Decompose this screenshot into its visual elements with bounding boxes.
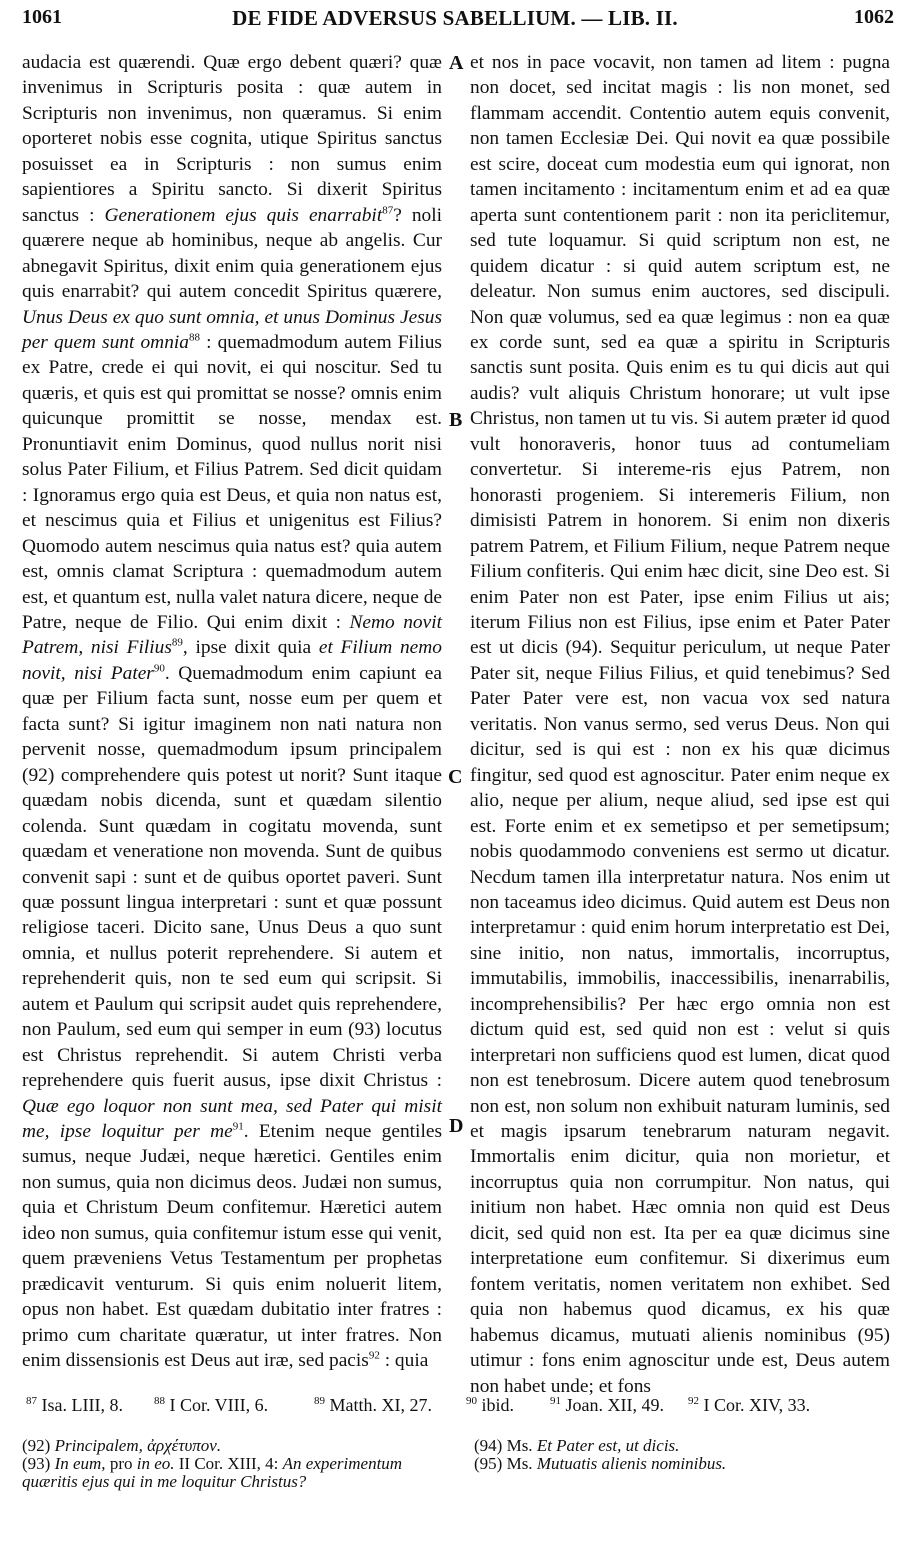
footnote-item: $^{91}$ Joan. XII, 49. [550,1395,664,1415]
page-number-right: 1062 [854,6,894,28]
margin-marker-c: C [448,766,463,788]
note-93: (93) In eum, pro in eo. II Cor. XIII, 4: An experimentum quæritis ejus qui in me loquitur Christus? [22,1454,403,1491]
scripture-quote: et Filium nemo novit, nisi Pater [22,637,442,684]
footnote-ref: 87 [382,204,394,217]
scripture-quote: Quæ ego loquor non sunt mea, sed Pater qui misit me, ipse loquitur per me [22,1095,442,1143]
scripture-quote: Unus Deus ex quo sunt omnia, et unus Dominus Jesus per quem sunt omnia [22,306,442,353]
note-92: (92) Principalem, ἀρχέτυπον. [22,1436,222,1455]
footnote-item: $^{92}$ I Cor. XIV, 33. [688,1395,811,1415]
editor-notes-right [474,1437,894,1473]
note-95: (95) Ms. Mutuatis alienis nominibus. [474,1454,727,1473]
footnote-ref: 91 [232,1120,244,1133]
running-title: DE FIDE ADVERSUS SABELLIUM. — LIB. II. [232,6,678,30]
page-number-left: 1061 [22,6,62,28]
margin-marker-a: A [449,52,464,74]
footnote-item: $^{90}$ ibid. [466,1395,515,1415]
page-header [0,6,910,40]
left-column [22,50,442,1374]
footnote-ref: 89 [171,636,183,649]
footnote-item: $^{87}$ Isa. LIII, 8. [26,1395,123,1415]
note-94: (94) Ms. Et Pater est, ut dicis. [474,1436,680,1455]
footnote-item: $^{89}$ Matth. XI, 27. [314,1395,432,1415]
footnote-item: $^{88}$ I Cor. VIII, 6. [154,1395,269,1415]
editor-notes-left [22,1437,462,1491]
right-column [470,50,890,1399]
margin-marker-d: D [449,1115,464,1137]
right-column-text: et nos in pace vocavit, non tamen ad litem : pugna non docet, sed incitat magis : lis non monet, sed flammam accendit. Contentio autem equis convenit, non tamen Ecclesiæ Dei. Qui novit ea quæ possibile est scire, doceat cum modestia eum qui ignorat, non tamen incitamento : incitamentum enim et ad ea quæ aperta sunt contentionem parit : non ita periclitemur, sed tute loquamur. Si quid scriptum non est, ne quidem dicatur : si quid autem scriptum est, ne deleatur. Non sumus enim auctores, sed discipuli. Non quæ volumus, sed ea quæ legimus : non ea quæ ex corde sunt, sed ea quæ a spiritu in Scripturis sanctis sunt posita. Quis enim es tu qui dicis aut qui audis? vult aliquis Christum honorare; ut vult ipse Christus, non tamen ut tu vis. Si autem præter id quod vult honoraveris, honor tuus ad contumeliam convertetur. Si intereme-ris ejus Patrem, non honorasti progeniem. Si interemeris Filium, non dimisisti Patrem in honorem. Si enim non dixeris patrem Patrem, et Filium Filium, neque Patrem neque Filium confiteris. Qui enim hæc dicit, sine Deo est. Si enim Pater non est Pater, ipse enim Filius ut ais; iterum Filius non est Filius, ipse enim et Pater Pater est ut dicis (94). Sequitur periculum, ut neque Pater Pater sit, neque Filius Filius, et quid tenebimus? Sed Pater Pater vere est, non vacua vox sed natura veritatis. Non vanus sermo, sed verus Deus. Non qui dicitur, sed is qui est : non ex his quæ dicimus fingitur, sed quod est agnoscitur. Pater enim neque ex alio, neque per alium, neque aliud, sed ipse est qui est. Forte enim et ex semetipso et per semetipsum; nobis quodammodo conveniens est sermo ut dicatur. Necdum tamen illa interpretatur natura. Nos enim ut non taceamus ideo dicimus. Quid autem est Deus non interpretamur : quid enim horum interpretatio est Dei, sine initio, non natus, immortalis, incorruptus, immutabilis, immobilis, inaccessibilis, inenarrabilis, incomprehensibilis? Per hæc ergo omnia non est dictum quid est, sed quid non est : velut si quis interpretari non sufficiens quod est lumen, dicat quod non est tenebrosum. Dicere autem quod tenebrosum non est, non solum non exhibuit naturam luminis, sed et magis ipsarum tenebrarum naturam negavit. Immortalis enim dicitur, quia non morietur, et incorruptus quia non corrumpitur. Non natus, qui initium non habet. Hæc omnia non quid est Deus dicit, sed quid non est. Ita per ea quæ dicimus sine interpretatione eum confitemur. Si dixerimus eum fontem veritatis, nomen veritatem non exhibet. Sed quia non habemus quod dicamus, ex his quæ habemus dicamus, mutuati alienis nominibus (95) utimur : fons enim agnoscitur unde est, Deus autem non habet unde; et fons [470,52,890,1397]
margin-marker-b: B [449,409,463,431]
footnote-ref: 92 [368,1349,380,1362]
scripture-quote: Generationem ejus quis enarrabit [104,204,383,226]
footnote-ref: 90 [153,662,165,675]
left-column-text: audacia est quærendi. Quæ ergo debent quæri? quæ invenimus in Scripturis posita : quæ autem in Scripturis non invenimus, non quæramus. Si enim oporteret nobis esse cognita, utique Spiritus sanctus posuisset ea in Scripturis : non sumus enim sapientiores a Spiritu sancto. Si dixerit Spiritus sanctus : Generationem ejus quis enarrabit$^{87}$? noli quærere neque ab hominibus, neque ab angelis. Cur abnegavit Spiritus, dixit enim quia generationem ejus quis enarrabit? qui autem concedit Spiritus quærere, Unus Deus ex quo sunt omnia, et unus Dominus Jesus per quem sunt omnia$^{88}$ : quemadmodum autem Filius ex Patre, crede ei qui novit, ei qui noscitur. Sed tu quæris, et quis est qui promittat se nosse? omnis enim quicunque promittit se nosse, mendax est. Pronuntiavit enim Dominus, quod nullus norit nisi solus Pater Filium, et Filius Patrem. Sed dicit quidam : Ignoramus ergo quia est Deus, et quia non natus est, et nescimus quia et Filius et unigenitus est Filius? Quomodo autem nescimus quia natus est? quia autem est, omnis clamat Scriptura : quemadmodum autem est, et quantum est, nulla valet natura dicere, neque de Patre, neque de Filio. Qui enim dixit : Nemo novit Patrem, nisi Filius$^{89}$, ipse dixit quia et Filium nemo novit, nisi Pater$^{90}$. Quemadmodum enim capiunt ea quæ per Filium facta sunt, nosse eum per quem et facta sunt? Si igitur imaginem non nati natura non pervenit nosse, quemadmodum ipsum principalem (92) comprehendere quis potest ut norit? Sunt itaque quædam nobis dicenda, sunt et quædam silentio colenda. Sunt quædam in cogitatu movenda, sunt quædam et veneratione non movenda. Sunt de quibus convenit sapi : sunt et de quibus oportet paveri. Sunt quæ possunt lingua interpretari : sunt et quæ possunt religiose taceri. Dicito sane, Unus Deus a quo sunt omnia, et nullus poterit reprehendere. Si autem et reprehenderit quis, non te sed eum qui scripsit. Si autem et Paulum qui scripsit audet quis reprehendere, non Paulum, sed eum qui semper in eum (93) locutus est Christus reprehendit. Si autem Christi verba reprehendere quis fuerit ausus, ipse dixit Christus : Quæ ego loquor non sunt mea, sed Pater qui misit me, ipse loquitur per $me^{91}$. Etenim neque gentiles sumus, neque Judæi, neque hæretici. Gentiles enim non sumus, quia non dicimus deos. Judæi non sumus, quia et Christum Deum confitemur. Hæretici autem ideo non sumus, quia confitemur istum esse qui venit, quem præveniens Vetus Testamentum per prophetas prædicavit venturum. Si quis enim noluerit litem, opus non habet. Est quædam dubitatio inter fratres : primo cum charitate quæratur, ut inter fratres. Non enim dissensionis est Deus aut iræ, sed pacis$^{92}$ : quia [22,52,443,1372]
footnote-ref: 88 [188,331,200,344]
scripture-quote: Nemo novit Patrem, nisi Filius [22,611,443,659]
